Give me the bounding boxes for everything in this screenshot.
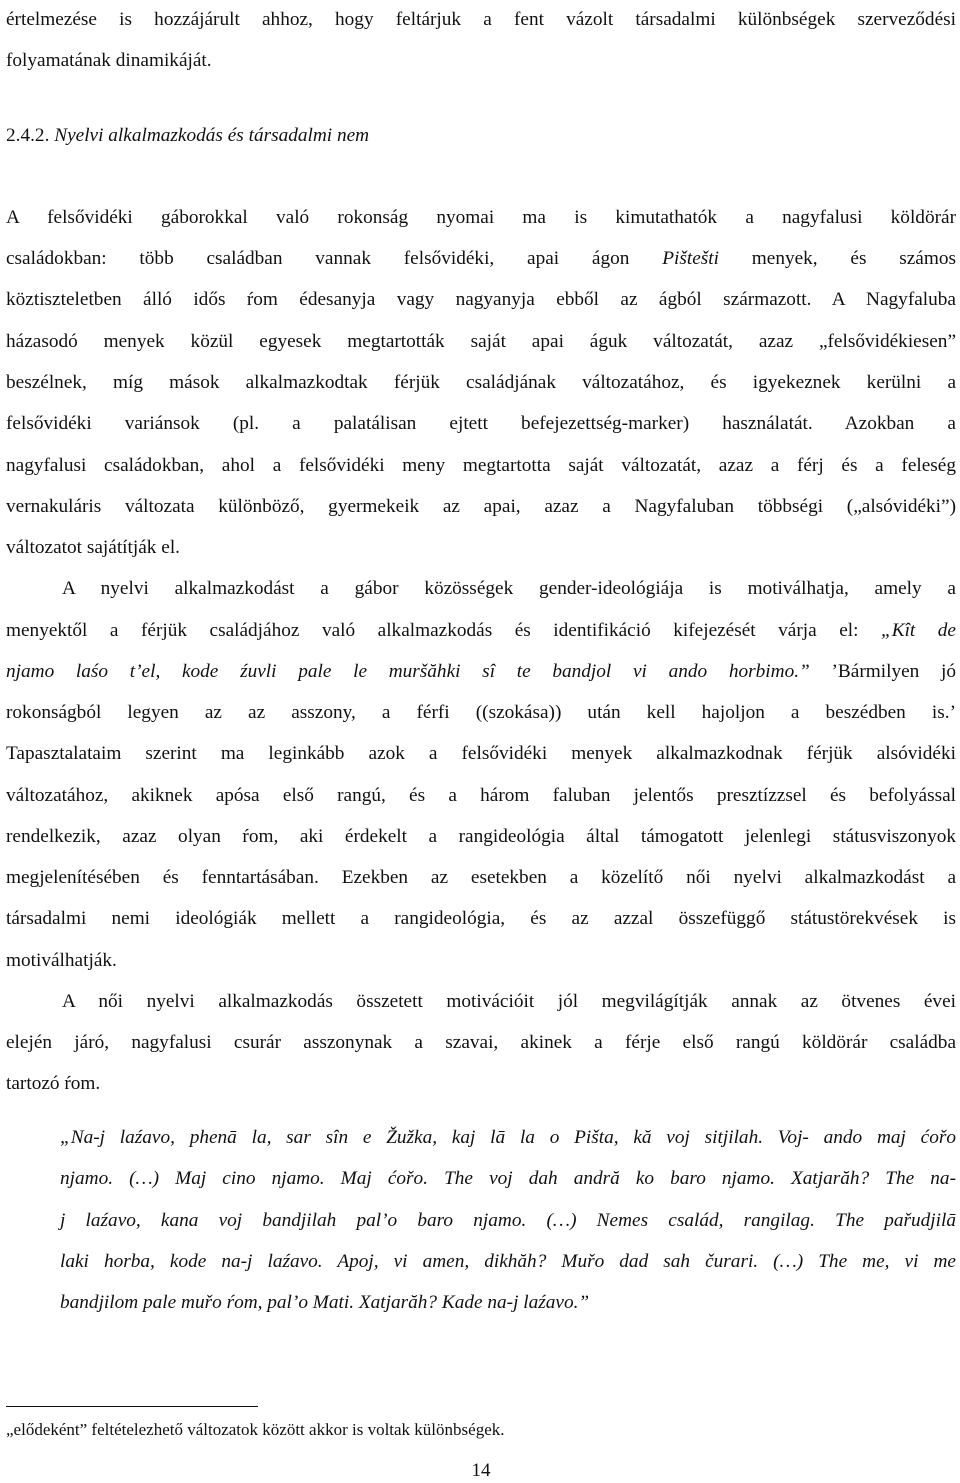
text-span: menyek, és számos: [718, 248, 957, 269]
paragraph-line: vernakuláris változata különböző, gyermekeik az apai, azaz a Nagyfaluban többségi („alsóvidéki”): [6, 496, 956, 517]
paragraph-line: köztiszteletben álló idős ŕom édesanyja vagy nagyanyja ebből az ágból származott. A Nagyfaluba: [6, 289, 956, 310]
paragraph-line: A női nyelvi alkalmazkodás összetett motivációit jól megvilágítják annak az ötvenes évei: [62, 991, 956, 1012]
paragraph-line: változatot sajátítják el.: [6, 537, 181, 558]
footnote: „elődeként” feltételezhető változatok között akkor is voltak különbségek.: [6, 1420, 505, 1439]
paragraph-line: elején járó, nagyfalusi csurár asszonynak a szavai, akinek a férje első rangú köldörár családba: [6, 1032, 956, 1053]
paragraph-line: rokonságból legyen az az asszony, a férfi ((szokása)) után kell hajoljon a beszédben is.’: [6, 702, 956, 723]
paragraph-line: A felsővidéki gáborokkal való rokonság nyomai ma is kimutathatók a nagyfalusi köldörár: [6, 207, 956, 228]
block-quote-line: bandjilom pale muřo ŕom, pal’o Mati. Xatjarăh? Kade na-j laźavo.”: [60, 1292, 590, 1313]
document-page: [6, 0, 956, 1482]
text-span: menyektől a férjük családjához való alkalmazkodás és identifikáció kifejezését várja el:: [6, 620, 881, 641]
paragraph-line: [6, 618, 956, 644]
intro-line: értelmezése is hozzájárult ahhoz, hogy feltárjuk a fent vázolt társadalmi különbségek szerveződési: [6, 9, 956, 30]
block-quote-line: „Na-j laźavo, phenā la, sar sîn e Žužka, kaj lā la o Pišta, kă voj sitjilah. Voj- ando maj ćořo: [60, 1127, 956, 1148]
paragraph-line: beszélnek, míg mások alkalmazkodtak férjük családjának változatához, és igyekeznek kerülni a: [6, 372, 956, 393]
paragraph-line: házasodó menyek közül egyesek megtartották saját apai águk változatát, azaz „felsővidékiesen”: [6, 331, 956, 352]
paragraph-line: felsővidéki variánsok (pl. a palatálisan ejtett befejezettség-marker) használatát. Azokban a: [6, 413, 956, 434]
paragraph-line: [6, 659, 956, 685]
paragraph-line: társadalmi nemi ideológiák mellett a rangideológia, és az azzal összefüggő státustörekvések is: [6, 908, 956, 929]
italic-quote: njamo laśo t’el, kode źuvli pale le muršăhki sî te bandjol vi ando horbimo.”: [6, 661, 810, 682]
block-quote-line: laki horba, kode na-j laźavo. Apoj, vi amen, dikhăh? Muřo dad sah čurari. (…) The me, vi me: [60, 1251, 956, 1272]
paragraph-line: rendelkezik, azaz olyan ŕom, aki érdekelt a rangideológia által támogatott jelenlegi státusviszonyok: [6, 826, 956, 847]
paragraph-line: A nyelvi alkalmazkodást a gábor közösségek gender-ideológiája is motiválhatja, amely a: [62, 578, 956, 599]
paragraph-line: megjelenítésében és fenntartásában. Ezekben az esetekben a közelítő női nyelvi alkalmazkodást a: [6, 867, 956, 888]
block-quote-line: j laźavo, kana voj bandjilah pal’o baro njamo. (…) Nemes család, rangilag. The pařudjilā: [60, 1210, 956, 1231]
paragraph-line: nagyfalusi családokban, ahol a felsővidéki meny megtartotta saját változatát, azaz a férj és a feleség: [6, 455, 956, 476]
footnote-divider: [6, 1406, 258, 1407]
paragraph-line: változatához, akiknek apósa első rangú, és a három faluban jelentős presztízzsel és befolyással: [6, 785, 956, 806]
paragraph-line: [6, 246, 956, 272]
paragraph-line: Tapasztalataim szerint ma leginkább azok a felsővidéki menyek alkalmazkodnak férjük alsóvidéki: [6, 743, 956, 764]
paragraph-line: motiválhatják.: [6, 950, 117, 971]
section-number: 2.4.2.: [6, 125, 50, 146]
section-heading: [6, 123, 956, 149]
paragraph-line: tartozó ŕom.: [6, 1073, 101, 1094]
intro-line: folyamatának dinamikáját.: [6, 50, 212, 71]
italic-quote: „Kît de: [880, 620, 956, 641]
text-span: családokban: több családban vannak felsővidéki, apai ágon: [6, 248, 663, 269]
section-title: Nyelvi alkalmazkodás és társadalmi nem: [54, 125, 370, 146]
text-span: ’Bármilyen jó: [809, 661, 956, 682]
block-quote-line: njamo. (…) Maj cino njamo. Maj ćořo. The voj dah andră ko baro njamo. Xatjarăh? The na-: [60, 1168, 956, 1189]
page-number: 14: [471, 1460, 491, 1481]
italic-term: Pištešti: [662, 248, 719, 269]
